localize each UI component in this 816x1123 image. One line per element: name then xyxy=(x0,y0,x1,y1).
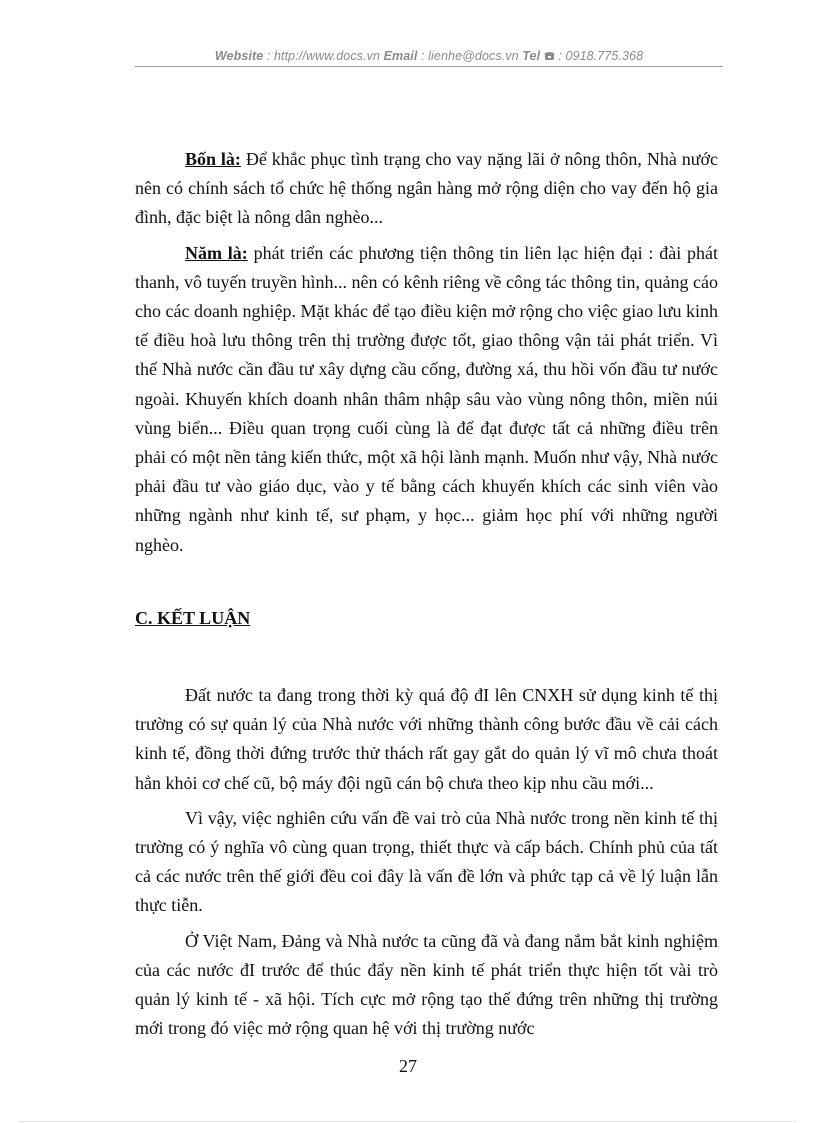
page-header xyxy=(135,49,723,63)
tel-label: Tel xyxy=(522,49,541,63)
nam-la-text: phát triển các phương tiện thông tin liên lạc hiện đại : đài phát thanh, vô tuyến truyền hình... nên có kênh riêng về công tác thông tin, quảng cáo cho các doanh nghiệp. Mặt khác để tạo điều kiện mở rộng cho việc giao lưu kinh tế điều hoà lưu thông trên thị trường được tốt, giao thông vận tải phát triển. Vì thế Nhà nước cần đầu tư xây dựng cầu cống, đường xá, thu hồi vốn đầu tư nước ngoài. Khuyến khích doanh nhân thâm nhập sâu vào vùng nông thôn, miền núi vùng biển... Điều quan trọng cuối cùng là để đạt được tất cả những điều trên phải có một nền tảng kiến thức, một xã hội lành mạnh. Muốn như vậy, Nhà nước phải đầu tư vào giáo dục, vào y tế bằng cách khuyến khích các sinh viên vào những ngành như kinh tế, sư phạm, y học... giảm học phí với những người nghèo. xyxy=(135,242,718,555)
website-label: Website xyxy=(214,49,264,63)
bon-la-lead: Bốn là: xyxy=(185,149,241,169)
email-value: : lienhe@docs.vn xyxy=(417,49,523,63)
tel-value: : 0918.775.368 xyxy=(554,49,644,63)
paragraph-nam-la xyxy=(135,239,718,560)
conclusion-paragraph-2: Vì vậy, việc nghiên cứu vấn đề vai trò của Nhà nước trong nền kinh tế thị trường có ý nghĩa vô cùng quan trọng, thiết thực và cấp bách. Chính phủ của tất cả các nước trên thế giới đều coi đây là vấn đề lớn và phức tạp cả về lý luận lẫn thực tiễn. xyxy=(135,807,718,916)
document-body xyxy=(135,145,718,1049)
nam-la-lead: Năm là: xyxy=(185,242,248,263)
phone-icon xyxy=(544,51,555,61)
page-number: 27 xyxy=(399,1056,417,1076)
bon-la-text: Để khắc phục tình trạng cho vay nặng lãi ở nông thôn, Nhà nước nên có chính sách tổ chức hệ thống ngân hàng mở rộng diện cho vay đến hộ gia đình, đặc biệt là nông dân nghèo... xyxy=(135,149,718,228)
website-value: : http://www.docs.vn xyxy=(263,49,384,63)
section-title: C. KẾT LUẬN xyxy=(135,607,251,628)
paragraph-bon-la xyxy=(135,145,718,233)
email-label: Email xyxy=(383,49,418,63)
conclusion-paragraph-3: Ở Việt Nam, Đảng và Nhà nước ta cũng đã và đang nắm bắt kinh nghiệm của các nước đI trước để thúc đẩy nền kinh tế phát triển thực hiện tốt vài trò quản lý kinh tế - xã hội. Tích cực mở rộng tạo thế đứng trên những thị trường mới trong đó việc mở rộng quan hệ với thị trường nước xyxy=(135,930,718,1039)
header-divider xyxy=(135,66,723,67)
page-bottom-divider xyxy=(20,1121,796,1122)
conclusion-paragraph-1: Đất nước ta đang trong thời kỳ quá độ đI lên CNXH sử dụng kinh tế thị trường có sự quản lý của Nhà nước với những thành công bước đầu về cải cách kinh tế, đồng thời đứng trước thử thách rất gay gắt do quản lý vĩ mô chưa thoát hẳn khỏi cơ chế cũ, bộ máy đội ngũ cán bộ chưa theo kịp nhu cầu mới... xyxy=(135,685,718,793)
